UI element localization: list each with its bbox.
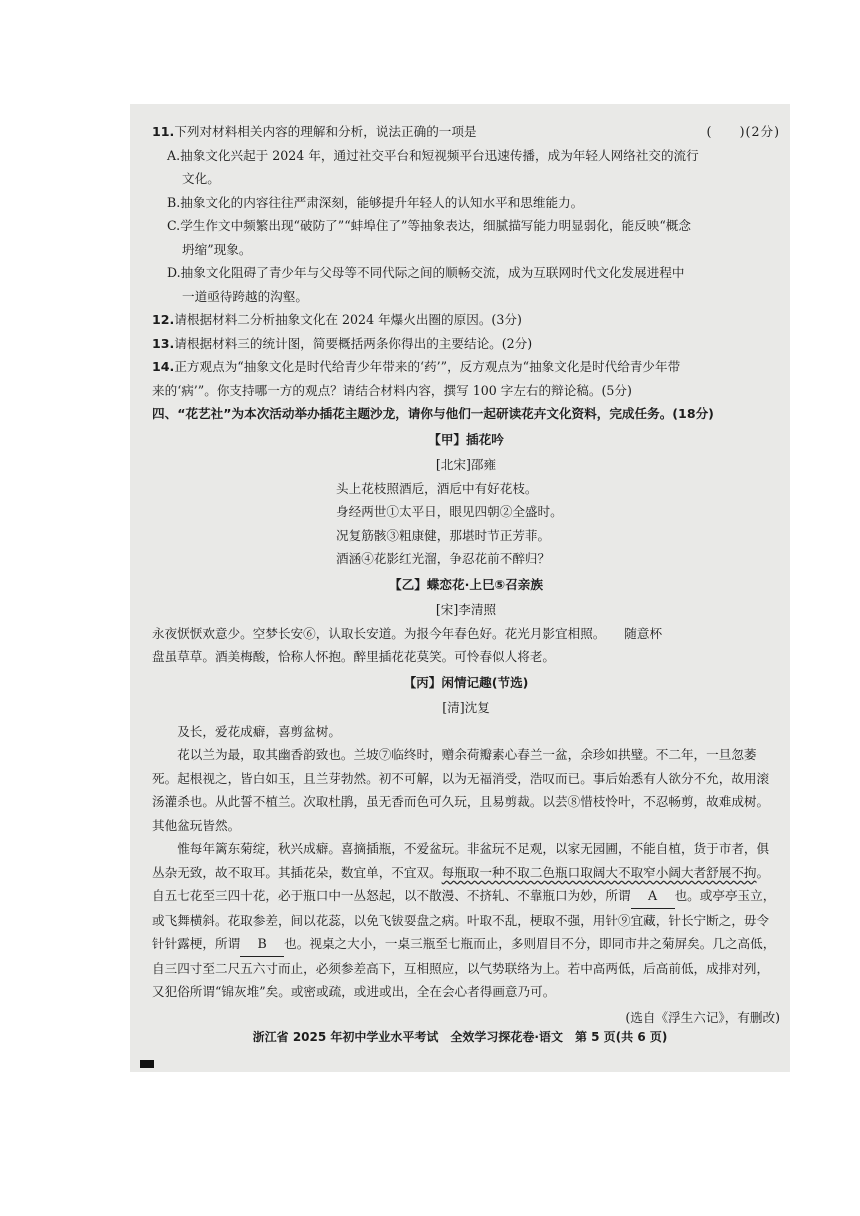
question-text: 请根据材料三的统计图，简要概括两条你得出的主要结论。(2分)	[174, 335, 533, 351]
question-text: 请根据材料二分析抽象文化在 2024 年爆火出圈的原因。(3分)	[174, 312, 522, 327]
option-text-continued: 一道亟待跨越的沟壑。	[182, 288, 308, 304]
exam-page	[130, 104, 790, 1072]
option-label: C.	[167, 218, 181, 233]
question-number: 12.	[152, 312, 175, 327]
essay-text: 也。或亭亭玉立，或飞舞横斜。花取参差，间以花蕊，以免飞钹耍盘之病。叶取不乱，梗取不强，用针⑨宜藏，针长宁断之，毋令针针露梗，所谓	[152, 888, 776, 951]
essay-text: 也。视桌之大小，一桌三瓶至七瓶而止，多则眉目不分，即同市井之菊屏矣。几之高低，自三四寸至二尺五六寸而止，必须参差高下，互相照应，以气势联络为上。若中高两低，后高前低，成排对列，又犯俗所谓“锦灰堆”矣。或密或疏，或进或出，全在会心者得画意乃可。	[152, 936, 776, 999]
page-content	[152, 120, 780, 1029]
poem-jia-title: 【甲】插花吟	[428, 431, 504, 447]
answer-bracket-score: ( )(2分)	[706, 124, 780, 139]
essay-paragraph-2: 花以兰为最，取其幽香韵致也。兰坡⑦临终时，赠余荷瓣素心春兰一盆，余珍如拱璧。不二年，一旦忽萎死。起根视之，皆白如玉，且兰芽勃然。初不可解，以为无福消受，浩叹而已。事后始悉有人欲分不允，故用滚汤灌杀也。从此誓不植兰。次取杜鹃，虽无香而色可久玩，且易剪裁。以芸⑧惜枝怜叶，不忍畅剪，故难成树。其他盆玩皆然。	[152, 747, 770, 833]
option-text: 学生作文中频繁出现“破防了”“蚌埠住了”等抽象表达，细腻描写能力明显弱化，能反映“概念	[180, 218, 691, 233]
question-text-line1: 正方观点为“抽象文化是时代给青少年带来的‘药’”，反方观点为“抽象文化是时代给青少年带	[174, 359, 681, 374]
option-b	[167, 191, 780, 215]
option-label: D.	[167, 265, 181, 280]
question-14	[152, 355, 780, 402]
essay-paragraph-1: 及长，爱花成癖，喜剪盆树。	[177, 723, 341, 739]
question-13	[152, 332, 780, 356]
wavy-underlined-sentence: 每瓶取一种不取二色瓶口取阔大不取窄小阔大者舒展不拘	[441, 864, 757, 880]
question-number: 13.	[152, 335, 175, 351]
option-label: B.	[167, 194, 181, 210]
option-d	[167, 261, 780, 308]
option-a	[167, 144, 780, 191]
question-number: 14.	[152, 359, 175, 374]
option-text-continued: 文化。	[182, 171, 220, 186]
option-text: 抽象文化阻碍了青少年与父母等不同代际之间的顺畅交流，成为互联网时代文化发展进程中	[180, 265, 685, 280]
blank-b: B	[240, 932, 284, 957]
question-text-line2: 来的‘病’”。你支持哪一方的观点？请结合材料内容，撰写 100 字左右的辩论稿。(5分)	[152, 382, 632, 398]
essay-bing-author: [清]沈复	[442, 700, 490, 715]
ci-yi-line: 盘虽草草。酒美梅酸，恰称人怀抱。醉里插花花莫笑。可怜春似人将老。	[152, 649, 555, 664]
ci-yi-title: 【乙】蝶恋花·上巳⑤召亲族	[389, 576, 543, 592]
section-four-heading: 四、“花艺社”为本次活动举办插花主题沙龙，请你与他们一起研读花卉文化资料，完成任务。(18分)	[152, 406, 714, 421]
poem-jia-author: [北宋]邵雍	[435, 457, 497, 472]
ci-yi-line: 永夜恹恹欢意少。空梦长安⑥，认取长安道。为报今年春色好。花光月影宜相照。 随意杯	[152, 625, 663, 641]
essay-source: (选自《浮生六记》，有删改)	[625, 1009, 780, 1025]
essay-bing-title: 【丙】闲情记趣(节选)	[403, 674, 529, 690]
essay-text: 惟每年篱东菊绽，秋兴成癖。喜摘插瓶，不爱盆玩。非盆玩不足观，以家无园圃，不能自植，货于市者，俱丛杂无致，故不取耳。其插花朵，数宜单，不宜双。	[152, 841, 770, 880]
option-text: 抽象文化的内容往往严肃深刻，能够提升年轻人的认知水平和思维能力。	[180, 194, 584, 210]
option-text-continued: 坍缩”现象。	[182, 241, 252, 257]
question-11	[152, 120, 780, 144]
page-footer: 浙江省 2025 年初中学业水平考试 全效学习探花卷·语文 第 5 页(共 6 页)	[252, 1030, 668, 1044]
blank-a: A	[631, 884, 675, 909]
poem-line: 身经两世①太平日，眼见四朝②全盛时。	[336, 504, 563, 519]
question-stem: 下列对材料相关内容的理解和分析，说法正确的一项是	[174, 124, 477, 139]
ci-yi-author: [宋]李清照	[435, 602, 497, 617]
essay-paragraph-3	[152, 837, 780, 1004]
poem-line: 头上花枝照酒卮，酒卮中有好花枝。	[336, 480, 538, 496]
registration-mark	[140, 1060, 154, 1068]
poem-line: 酒涵④花影红光溜，争忍花前不醉归？	[336, 551, 551, 566]
question-number: 11.	[152, 124, 175, 139]
option-label: A.	[167, 147, 181, 163]
question-12	[152, 308, 780, 332]
essay-text: 。自五七花至三四十花，必于瓶口中一丛怒起，以不散漫、不挤轧、不靠瓶口为妙，所谓	[152, 864, 770, 903]
option-c	[167, 214, 780, 261]
option-text: 抽象文化兴起于 2024 年，通过社交平台和短视频平台迅速传播，成为年轻人网络社交的流行	[180, 147, 699, 163]
poem-line: 况复筋骸③粗康健，那堪时节正芳菲。	[336, 527, 551, 543]
